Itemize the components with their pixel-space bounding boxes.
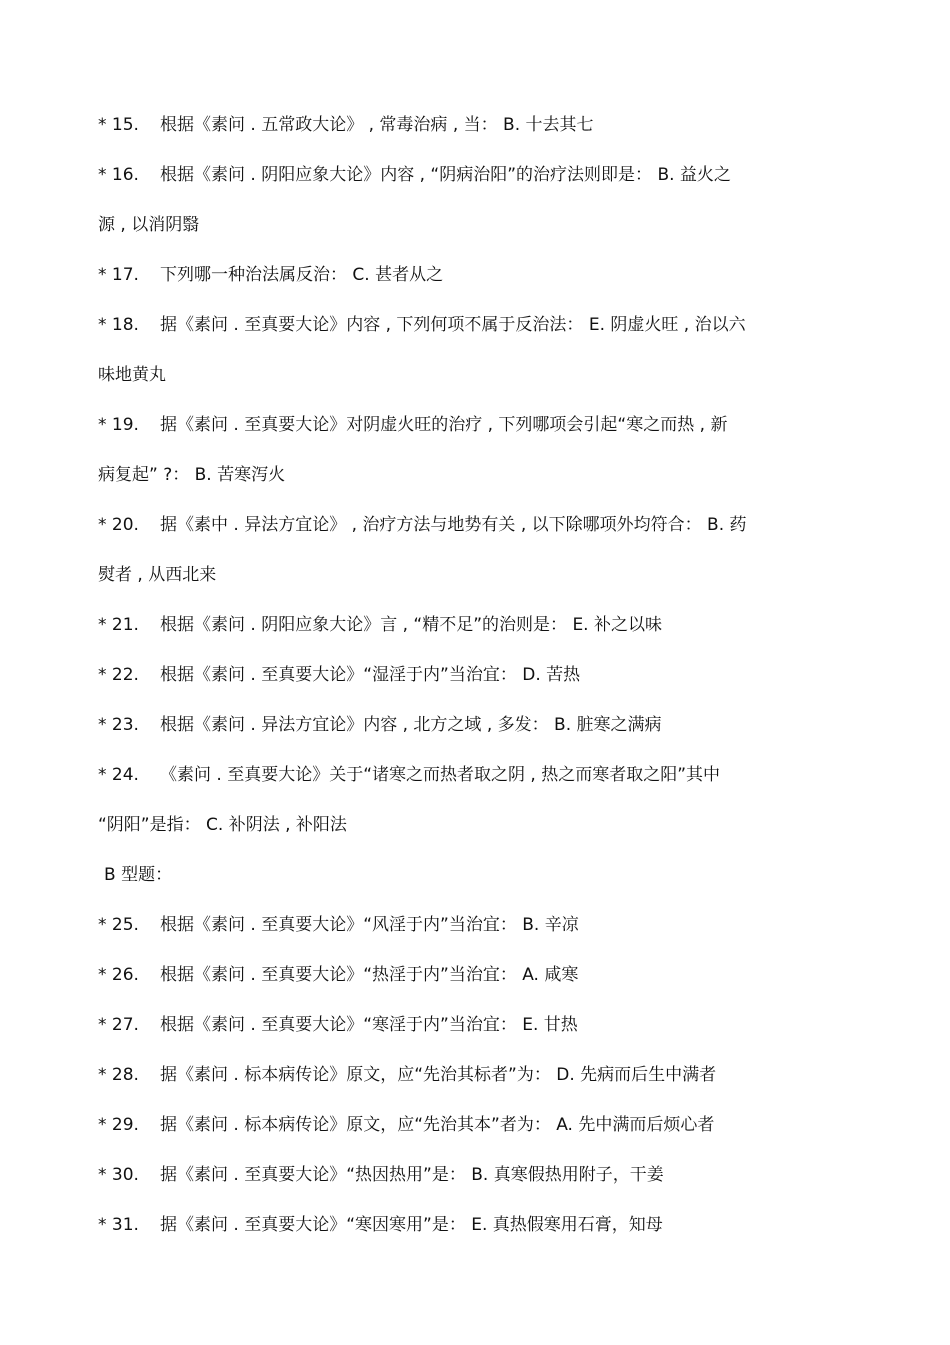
question-text: 根据《素问 . 至真要大论》“寒淫于内”当治宜： E. 甘热 (160, 1015, 578, 1035)
question-continuation (98, 357, 850, 407)
question-text: 《素问 . 至真要大论》关于“诸寒之而热者取之阴 , 热之而寒者取之阳”其中 (160, 765, 721, 785)
question-number: * 28. (98, 1065, 139, 1085)
question-text: 据《素问 . 标本病传论》原文，应“先治其本”者为： A. 先中满而后烦心者 (160, 1115, 715, 1135)
question-text: B 型题： (104, 865, 173, 885)
question-line (98, 307, 850, 357)
question-number: * 16. (98, 165, 139, 185)
question-text: 根据《素问 . 至真要大论》“湿淫于内”当治宜： D. 苦热 (160, 665, 581, 685)
question-line (98, 407, 850, 457)
question-text: 下列哪一种治法属反治： C. 甚者从之 (160, 265, 444, 285)
question-line (98, 1107, 850, 1157)
question-text: 据《素问 . 至真要大论》对阴虚火旺的治疗 , 下列哪项会引起“寒之而热 , 新 (160, 415, 728, 435)
question-number: * 18. (98, 315, 139, 335)
question-line (98, 507, 850, 557)
question-line (98, 707, 850, 757)
question-line (98, 907, 850, 957)
question-text: 源 , 以消阴翳 (98, 215, 200, 235)
question-number: * 25. (98, 915, 139, 935)
question-line (98, 657, 850, 707)
question-text: 熨者 , 从西北来 (98, 565, 217, 585)
question-continuation (98, 807, 850, 857)
question-line (98, 1157, 850, 1207)
document-page (98, 107, 850, 1257)
question-line (98, 1007, 850, 1057)
question-text: 据《素问 . 至真要大论》“热因热用”是： B. 真寒假热用附子，干姜 (160, 1165, 664, 1185)
question-line (98, 1057, 850, 1107)
question-number: * 30. (98, 1165, 139, 1185)
question-number: * 26. (98, 965, 139, 985)
question-text: 根据《素问 . 阴阳应象大论》言 , “精不足”的治则是： E. 补之以味 (160, 615, 662, 635)
section-heading (98, 857, 850, 907)
question-line (98, 257, 850, 307)
question-text: 根据《素问 . 至真要大论》“热淫于内”当治宜： A. 咸寒 (160, 965, 579, 985)
question-text: 据《素问 . 至真要大论》内容 , 下列何项不属于反治法： E. 阴虚火旺 , 治以六 (160, 315, 746, 335)
question-line (98, 1207, 850, 1257)
question-number: * 24. (98, 765, 139, 785)
question-text: 病复起” ?： B. 苦寒泻火 (98, 465, 286, 485)
question-number: * 20. (98, 515, 139, 535)
question-continuation (98, 557, 850, 607)
question-line (98, 757, 850, 807)
question-number: * 31. (98, 1215, 139, 1235)
question-text: “阴阳”是指： C. 补阴法 , 补阳法 (98, 815, 347, 835)
question-number: * 17. (98, 265, 139, 285)
question-number: * 22. (98, 665, 139, 685)
question-line (98, 107, 850, 157)
question-text: 据《素中 . 异法方宜论》 , 治疗方法与地势有关 , 以下除哪项外均符合： B. 药 (160, 515, 747, 535)
question-continuation (98, 207, 850, 257)
question-line (98, 157, 850, 207)
question-number: * 21. (98, 615, 139, 635)
question-number: * 19. (98, 415, 139, 435)
question-text: 据《素问 . 标本病传论》原文，应“先治其标者”为： D. 先病而后生中满者 (160, 1065, 717, 1085)
question-text: 据《素问 . 至真要大论》“寒因寒用”是： E. 真热假寒用石膏，知母 (160, 1215, 663, 1235)
question-number: * 29. (98, 1115, 139, 1135)
question-line (98, 607, 850, 657)
question-text: 根据《素问 . 阴阳应象大论》内容 , “阴病治阳”的治疗法则即是： B. 益火之 (160, 165, 731, 185)
question-line (98, 957, 850, 1007)
question-number: * 27. (98, 1015, 139, 1035)
question-list (98, 107, 850, 1257)
question-continuation (98, 457, 850, 507)
question-text: 根据《素问 . 至真要大论》“风淫于内”当治宜： B. 辛凉 (160, 915, 579, 935)
question-text: 根据《素问 . 五常政大论》 , 常毒治病 , 当： B. 十去其七 (160, 115, 594, 135)
question-text: 味地黄丸 (98, 365, 166, 385)
question-number: * 23. (98, 715, 139, 735)
question-number: * 15. (98, 115, 139, 135)
question-text: 根据《素问 . 异法方宜论》内容 , 北方之域 , 多发： B. 脏寒之满病 (160, 715, 662, 735)
